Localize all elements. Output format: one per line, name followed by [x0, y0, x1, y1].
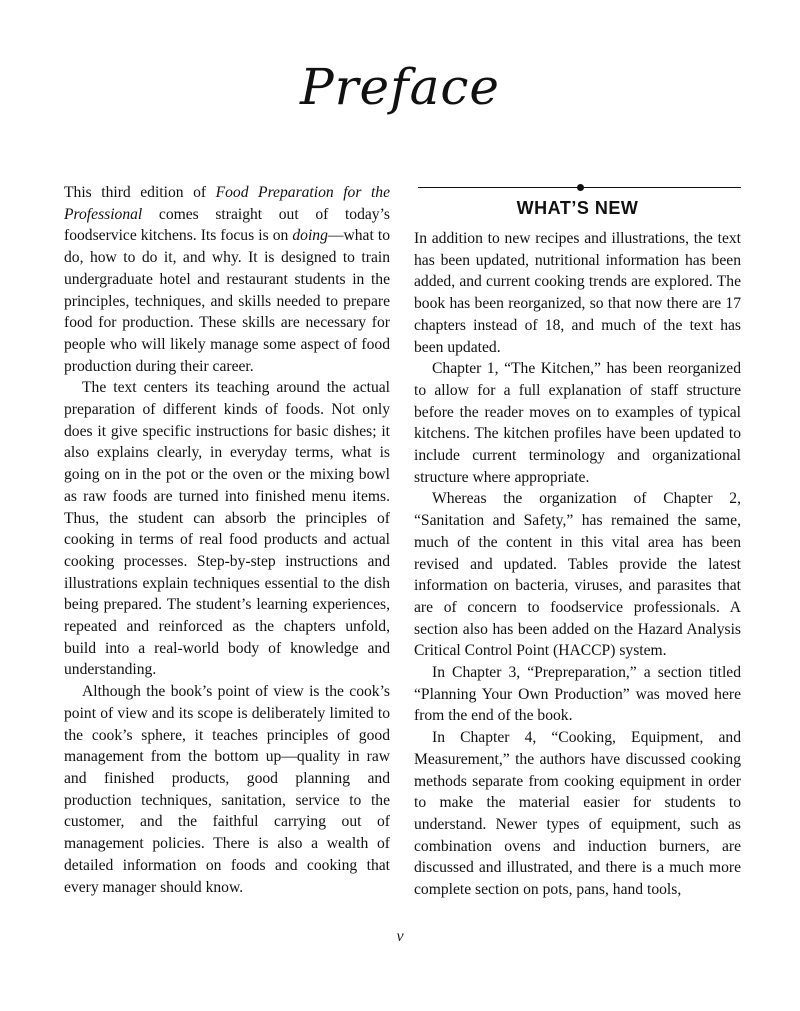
paragraph — [64, 182, 390, 377]
paragraph: The text centers its teaching around the actual preparation of different kinds of foods. Not only does it give specific instructions for basic dishes; it also explains clearly, in everyday terms, what is going on in the pot or the oven or the mixing bowl as raw foods are turned into finished menu items. Thus, the student can absorb the principles of cooking in terms of real food products and actual cooking processes. Step-by-step instructions and illustrations explain techniques essential to the dish being prepared. The student’s learning experiences, repeated and reinforced as the chapters unfold, build into a real-world body of knowledge and understanding. — [64, 379, 390, 679]
text-run: —what to do, how to do it, and why. It is designed to train undergraduate hotel and restaurant students in the principles, techniques, and skills needed to prepare food for production. These skills are necessary for people who will likely manage some aspect of food production during their career. — [64, 227, 391, 375]
bullet-icon — [577, 184, 584, 191]
emphasis: doing — [292, 227, 328, 245]
book-title: Food Preparation for the Professional — [64, 184, 390, 223]
section-heading: WHAT’S NEW — [516, 198, 639, 218]
paragraph: In Chapter 4, “Cooking, Equipment, and Measurement,” the authors have discussed cooking methods separate from cooking equipment in order to make the material easier for students to understand. Newer types of equipment, such as combination ovens and induction burners, are discussed and illustrated, and there is a much more complete section on pots, pans, hand tools, — [414, 729, 741, 899]
right-column — [414, 180, 741, 901]
paragraph: Chapter 1, “The Kitchen,” has been reorganized to allow for a full explanation of staff structure before the reader moves on to examples of typical kitchens. The kitchen profiles have been updated to include current terminology and organizational structure where appropriate. — [414, 360, 741, 486]
paragraph: Whereas the organization of Chapter 2, “Sanitation and Safety,” has remained the same, much of the content in this vital area has been revised and updated. Tables provide the latest information on bacteria, viruses, and parasites that are of concern to foodservice professionals. A section also has been added on the Hazard Analysis Critical Control Point (HACCP) system. — [414, 490, 741, 660]
left-column — [64, 182, 390, 898]
page-number: v — [396, 928, 404, 945]
text-run: comes straight out of today’s foodservice kitchens. Its focus is on — [64, 205, 390, 245]
paragraph: In Chapter 3, “Prepreparation,” a section titled “Planning Your Own Production” was moved here from the end of the book. — [414, 664, 741, 725]
text-run: This third edition of — [64, 184, 216, 201]
section-rule — [418, 180, 741, 194]
page-title: Preface — [299, 58, 501, 116]
paragraph: Although the book’s point of view is the cook’s point of view and its scope is deliberately limited to the cook’s sphere, it teaches principles of good management from the bottom up—quality in raw and finished products, good planning and production techniques, sanitation, service to the customer, and the faithful carrying out of management policies. There is also a wealth of detailed information on foods and cooking that every manager should know. — [64, 683, 390, 896]
paragraph: In addition to new recipes and illustrations, the text has been updated, nutritional information has been added, and current cooking trends are explored. The book has been reorganized, so that now there are 17 chapters instead of 18, and much of the text has been updated. — [414, 230, 741, 356]
